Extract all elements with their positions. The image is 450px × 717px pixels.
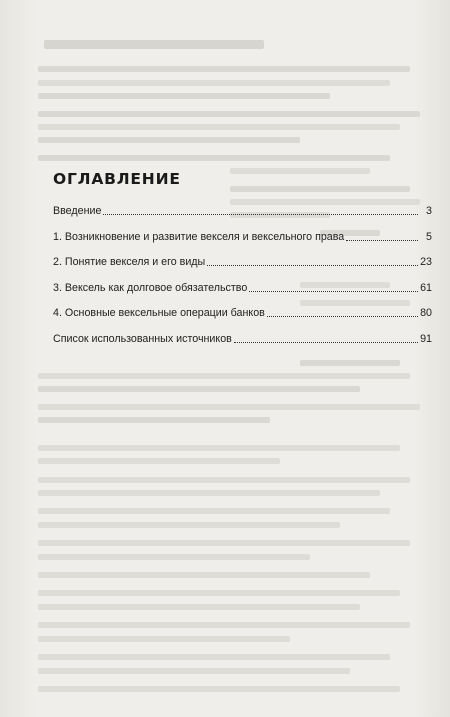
toc-entry-label: 2. Понятие векселя и его виды — [53, 256, 206, 268]
dot-leader — [346, 239, 418, 241]
dot-leader — [103, 213, 418, 215]
toc-entry-label: Список использованных источников — [53, 332, 232, 345]
toc-entry-introduction — [53, 204, 432, 218]
show-through-header — [44, 40, 264, 49]
toc-entry-chapter-2 — [53, 255, 432, 269]
dot-leader — [249, 290, 418, 292]
toc-entry-label: 4. Основные вексельные операции банков — [53, 307, 265, 319]
toc-entry-chapter-3 — [53, 281, 432, 295]
toc-entry-chapter-1 — [53, 230, 432, 244]
toc-entry-label: 3. Вексель как долговое обязательство — [53, 281, 248, 294]
table-of-contents — [53, 170, 432, 346]
toc-entry-page: 61 — [420, 281, 432, 294]
dot-leader — [267, 315, 418, 317]
toc-entry-label: 1. Возникновение и развитие векселя и вексельного права — [53, 230, 345, 243]
toc-entry-page: 23 — [420, 256, 432, 268]
toc-entry-page: 3 — [426, 205, 432, 217]
dot-leader — [234, 341, 418, 343]
toc-entry-page: 91 — [420, 332, 432, 345]
dot-leader — [207, 264, 418, 266]
toc-entry-label: Введение — [53, 205, 102, 217]
toc-entry-references — [53, 332, 432, 346]
toc-entry-chapter-4 — [53, 306, 432, 320]
toc-entry-page: 80 — [420, 307, 432, 319]
toc-entry-page: 5 — [426, 230, 432, 243]
toc-title: ОГЛАВЛЕНИЕ — [53, 170, 181, 188]
